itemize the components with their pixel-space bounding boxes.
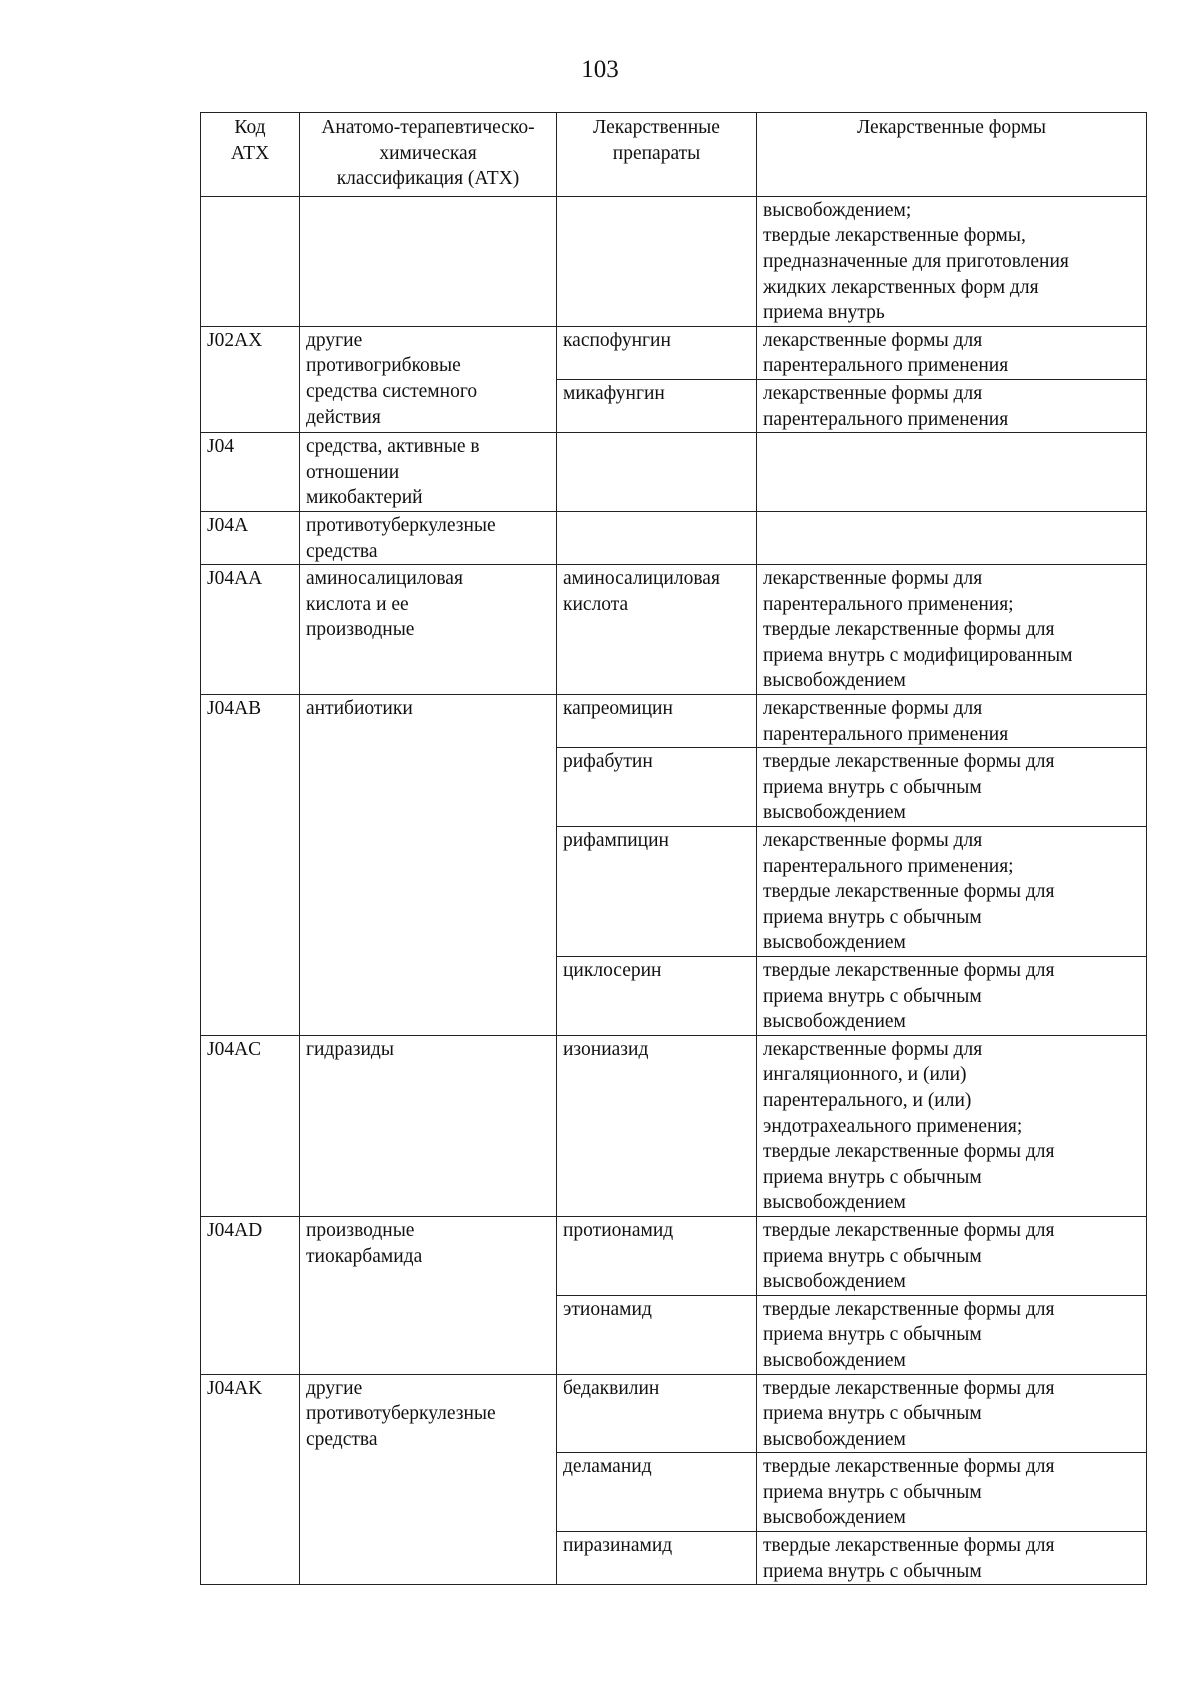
- dosage-forms-cell: лекарственные формы для парентерального применения; твердые лекарственные формы для приема внутрь с модифицированным высвобождением: [757, 565, 1147, 695]
- atc-code-cell: [201, 196, 300, 326]
- header-atc-classification: Анатомо-терапевтическо- химическая классификация (АТХ): [300, 113, 557, 197]
- atc-code-cell: J04A: [201, 511, 300, 564]
- atc-code-cell: J04AA: [201, 565, 300, 695]
- dosage-forms-cell: лекарственные формы для парентерального применения; твердые лекарственные формы для приема внутрь с обычным высвобождением: [757, 827, 1147, 957]
- classification-cell: другие противотуберкулезные средства: [300, 1374, 557, 1585]
- header-atc-code: Код АТХ: [201, 113, 300, 197]
- classification-cell: гидразиды: [300, 1035, 557, 1216]
- dosage-forms-cell: лекарственные формы для парентерального применения: [757, 326, 1147, 379]
- drug-cell: [557, 511, 757, 564]
- dosage-forms-cell: лекарственные формы для ингаляционного, и (или) парентерального, и (или) эндотрахеального применения; твердые лекарственные формы для приема внутрь с обычным высвобождением: [757, 1035, 1147, 1216]
- dosage-forms-cell: лекарственные формы для парентерального применения: [757, 379, 1147, 432]
- header-dosage-forms: Лекарственные формы: [757, 113, 1147, 197]
- classification-cell: производные тиокарбамида: [300, 1216, 557, 1374]
- classification-cell: другие противогрибковые средства системного действия: [300, 326, 557, 432]
- dosage-forms-cell: [757, 433, 1147, 512]
- dosage-forms-cell: твердые лекарственные формы для приема внутрь с обычным высвобождением: [757, 1374, 1147, 1453]
- dosage-forms-cell: твердые лекарственные формы для приема внутрь с обычным высвобождением: [757, 957, 1147, 1036]
- dosage-forms-cell: твердые лекарственные формы для приема внутрь с обычным высвобождением: [757, 748, 1147, 827]
- classification-cell: противотуберкулезные средства: [300, 511, 557, 564]
- atc-code-cell: J04AC: [201, 1035, 300, 1216]
- dosage-forms-cell: твердые лекарственные формы для приема внутрь с обычным высвобождением: [757, 1216, 1147, 1295]
- atc-code-cell: J02AX: [201, 326, 300, 432]
- dosage-forms-cell: лекарственные формы для парентерального применения: [757, 695, 1147, 748]
- drug-cell: микафунгин: [557, 379, 757, 432]
- header-drugs: Лекарственные препараты: [557, 113, 757, 197]
- table-row: [201, 1035, 1147, 1216]
- table-row: [201, 196, 1147, 326]
- atc-code-cell: J04AK: [201, 1374, 300, 1585]
- table-row: [201, 511, 1147, 564]
- table-row: [201, 565, 1147, 695]
- dosage-forms-cell: твердые лекарственные формы для приема внутрь с обычным: [757, 1532, 1147, 1585]
- atc-drug-table: [200, 112, 1147, 1585]
- drug-cell: рифабутин: [557, 748, 757, 827]
- drug-cell: [557, 433, 757, 512]
- drug-cell: рифампицин: [557, 827, 757, 957]
- drug-cell: капреомицин: [557, 695, 757, 748]
- table-header-row: [201, 113, 1147, 197]
- dosage-forms-cell: высвобождением; твердые лекарственные формы, предназначенные для приготовления жидких лекарственных форм для приема внутрь: [757, 196, 1147, 326]
- drug-cell: протионамид: [557, 1216, 757, 1295]
- table-row: [201, 1374, 1147, 1453]
- classification-cell: антибиотики: [300, 695, 557, 1036]
- page-number: 103: [581, 56, 619, 83]
- drug-cell: пиразинамид: [557, 1532, 757, 1585]
- dosage-forms-cell: твердые лекарственные формы для приема внутрь с обычным высвобождением: [757, 1453, 1147, 1532]
- drug-cell: аминосалициловая кислота: [557, 565, 757, 695]
- dosage-forms-cell: [757, 511, 1147, 564]
- table-row: [201, 695, 1147, 748]
- drug-cell: каспофунгин: [557, 326, 757, 379]
- drug-cell: циклосерин: [557, 957, 757, 1036]
- drug-cell: деламанид: [557, 1453, 757, 1532]
- drug-cell: изониазид: [557, 1035, 757, 1216]
- table-row: [201, 1216, 1147, 1295]
- classification-cell: аминосалициловая кислота и ее производные: [300, 565, 557, 695]
- drug-cell: этионамид: [557, 1295, 757, 1374]
- dosage-forms-cell: твердые лекарственные формы для приема внутрь с обычным высвобождением: [757, 1295, 1147, 1374]
- table-row: [201, 326, 1147, 379]
- atc-code-cell: J04AB: [201, 695, 300, 1036]
- classification-cell: средства, активные в отношении микобактерий: [300, 433, 557, 512]
- classification-cell: [300, 196, 557, 326]
- drug-cell: бедаквилин: [557, 1374, 757, 1453]
- table-row: [201, 433, 1147, 512]
- atc-code-cell: J04AD: [201, 1216, 300, 1374]
- atc-code-cell: J04: [201, 433, 300, 512]
- drug-cell: [557, 196, 757, 326]
